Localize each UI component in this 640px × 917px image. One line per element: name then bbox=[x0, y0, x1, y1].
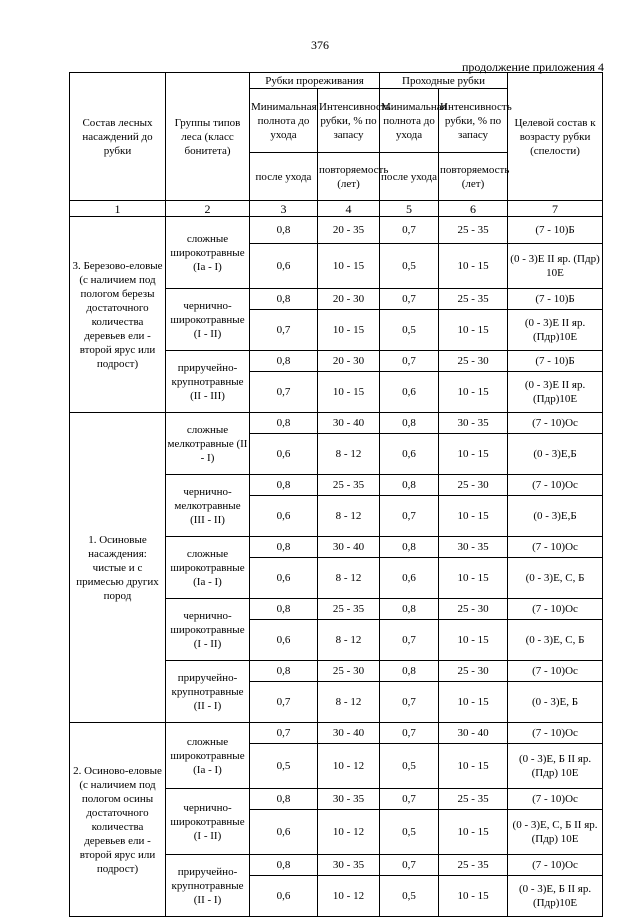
header-forest-types: Группы типов леса (класс бонитета) bbox=[166, 73, 250, 201]
value-cell-c7: (7 - 10)Ос bbox=[508, 537, 603, 558]
value-cell-c5: 0,6 bbox=[380, 434, 439, 475]
value-cell-c4: 20 - 30 bbox=[318, 289, 380, 310]
value-cell-c3: 0,8 bbox=[250, 289, 318, 310]
value-cell-c7: (7 - 10)Ос bbox=[508, 413, 603, 434]
value-cell-c4: 30 - 35 bbox=[318, 855, 380, 876]
value-cell-c3: 0,8 bbox=[250, 855, 318, 876]
value-cell-c4: 25 - 30 bbox=[318, 661, 380, 682]
column-number: 7 bbox=[508, 201, 603, 217]
forest-type-cell: сложные широкотравные (Ia - I) bbox=[166, 217, 250, 289]
value-cell-c7: (0 - 3)Е II яр.(Пдр)10Е bbox=[508, 372, 603, 413]
value-cell-c3: 0,8 bbox=[250, 217, 318, 244]
header-composition: Состав лесных насаждений до рубки bbox=[70, 73, 166, 201]
header-target: Целевой состав к возрасту рубки (спелости) bbox=[508, 73, 603, 201]
value-cell-c3: 0,7 bbox=[250, 682, 318, 723]
value-cell-c7: (0 - 3)Е II яр.(Пдр)10Е bbox=[508, 310, 603, 351]
value-cell-c3: 0,6 bbox=[250, 620, 318, 661]
value-cell-c7: (7 - 10)Ос bbox=[508, 661, 603, 682]
value-cell-c7: (0 - 3)Е II яр. (Пдр) 10Е bbox=[508, 244, 603, 289]
table-row bbox=[70, 723, 603, 744]
value-cell-c3: 0,8 bbox=[250, 351, 318, 372]
header-intensity-pass: Интенсивность рубки, % по запасу bbox=[439, 89, 508, 153]
forest-type-cell: чернично-широкотравные (I - II) bbox=[166, 789, 250, 855]
forest-type-cell: чернично-широкотравные (I - II) bbox=[166, 599, 250, 661]
value-cell-c6: 10 - 15 bbox=[439, 682, 508, 723]
value-cell-c4: 8 - 12 bbox=[318, 558, 380, 599]
value-cell-c4: 30 - 40 bbox=[318, 723, 380, 744]
forest-type-cell: сложные широкотравные (Ia - I) bbox=[166, 723, 250, 789]
value-cell-c7: (7 - 10)Ос bbox=[508, 723, 603, 744]
header-repeat-pass: повторяемость (лет) bbox=[439, 153, 508, 201]
value-cell-c6: 10 - 15 bbox=[439, 620, 508, 661]
value-cell-c3: 0,6 bbox=[250, 434, 318, 475]
value-cell-c4: 30 - 40 bbox=[318, 537, 380, 558]
value-cell-c3: 0,8 bbox=[250, 537, 318, 558]
value-cell-c3: 0,7 bbox=[250, 310, 318, 351]
value-cell-c4: 10 - 15 bbox=[318, 310, 380, 351]
value-cell-c4: 8 - 12 bbox=[318, 496, 380, 537]
value-cell-c5: 0,5 bbox=[380, 744, 439, 789]
value-cell-c3: 0,8 bbox=[250, 475, 318, 496]
header-intensity-thin: Интенсивность рубки, % по запасу bbox=[318, 89, 380, 153]
value-cell-c4: 20 - 35 bbox=[318, 217, 380, 244]
value-cell-c6: 10 - 15 bbox=[439, 434, 508, 475]
value-cell-c7: (0 - 3)Е, Б bbox=[508, 682, 603, 723]
value-cell-c7: (0 - 3)Е,Б bbox=[508, 434, 603, 475]
value-cell-c4: 25 - 35 bbox=[318, 475, 380, 496]
value-cell-c3: 0,5 bbox=[250, 744, 318, 789]
value-cell-c4: 10 - 12 bbox=[318, 876, 380, 917]
value-cell-c4: 8 - 12 bbox=[318, 434, 380, 475]
value-cell-c5: 0,8 bbox=[380, 475, 439, 496]
value-cell-c7: (7 - 10)Б bbox=[508, 351, 603, 372]
value-cell-c4: 20 - 30 bbox=[318, 351, 380, 372]
forest-type-cell: чернично-мелкотравные (III - II) bbox=[166, 475, 250, 537]
forest-type-cell: приручейно-крупнотравные (II - I) bbox=[166, 661, 250, 723]
value-cell-c6: 10 - 15 bbox=[439, 744, 508, 789]
value-cell-c5: 0,7 bbox=[380, 682, 439, 723]
value-cell-c3: 0,7 bbox=[250, 372, 318, 413]
forest-type-cell: сложные широкотравные (Ia - I) bbox=[166, 537, 250, 599]
value-cell-c5: 0,8 bbox=[380, 537, 439, 558]
header-min-density-thin: Минимальная полнота до ухода bbox=[250, 89, 318, 153]
column-number: 2 bbox=[166, 201, 250, 217]
header-repeat-thin: повторяемость (лет) bbox=[318, 153, 380, 201]
value-cell-c6: 30 - 35 bbox=[439, 537, 508, 558]
table-row bbox=[70, 217, 603, 244]
value-cell-c4: 30 - 35 bbox=[318, 789, 380, 810]
value-cell-c3: 0,8 bbox=[250, 661, 318, 682]
value-cell-c6: 25 - 35 bbox=[439, 855, 508, 876]
value-cell-c7: (7 - 10)Б bbox=[508, 217, 603, 244]
value-cell-c6: 10 - 15 bbox=[439, 496, 508, 537]
value-cell-c6: 25 - 30 bbox=[439, 475, 508, 496]
header-after-care-thin: после ухода bbox=[250, 153, 318, 201]
value-cell-c6: 10 - 15 bbox=[439, 372, 508, 413]
header-min-density-pass: Минимальная полнота до ухода bbox=[380, 89, 439, 153]
value-cell-c3: 0,6 bbox=[250, 244, 318, 289]
column-number: 5 bbox=[380, 201, 439, 217]
value-cell-c4: 10 - 15 bbox=[318, 244, 380, 289]
header-thinning: Рубки прореживания bbox=[250, 73, 380, 89]
column-number: 3 bbox=[250, 201, 318, 217]
value-cell-c5: 0,5 bbox=[380, 310, 439, 351]
value-cell-c6: 10 - 15 bbox=[439, 558, 508, 599]
value-cell-c6: 30 - 40 bbox=[439, 723, 508, 744]
forest-type-cell: приручейно-крупнотравные (II - I) bbox=[166, 855, 250, 917]
value-cell-c5: 0,6 bbox=[380, 372, 439, 413]
forest-type-cell: чернично-широкотравные (I - II) bbox=[166, 289, 250, 351]
value-cell-c7: (7 - 10)Ос bbox=[508, 789, 603, 810]
forest-type-cell: приручейно-крупнотравные (II - III) bbox=[166, 351, 250, 413]
value-cell-c3: 0,6 bbox=[250, 876, 318, 917]
value-cell-c7: (7 - 10)Ос bbox=[508, 475, 603, 496]
value-cell-c6: 25 - 35 bbox=[439, 217, 508, 244]
value-cell-c4: 8 - 12 bbox=[318, 682, 380, 723]
value-cell-c5: 0,7 bbox=[380, 620, 439, 661]
value-cell-c5: 0,7 bbox=[380, 723, 439, 744]
value-cell-c5: 0,8 bbox=[380, 661, 439, 682]
value-cell-c5: 0,5 bbox=[380, 244, 439, 289]
value-cell-c3: 0,6 bbox=[250, 558, 318, 599]
value-cell-c4: 10 - 15 bbox=[318, 372, 380, 413]
value-cell-c5: 0,7 bbox=[380, 789, 439, 810]
value-cell-c6: 25 - 35 bbox=[439, 289, 508, 310]
value-cell-c5: 0,7 bbox=[380, 351, 439, 372]
value-cell-c5: 0,7 bbox=[380, 217, 439, 244]
forestry-table bbox=[69, 72, 603, 917]
value-cell-c5: 0,7 bbox=[380, 289, 439, 310]
composition-cell: 2. Осиново-еловые (с наличием под пологом осины достаточного количества деревьев ели - второй ярус или подрост) bbox=[70, 723, 166, 917]
value-cell-c3: 0,7 bbox=[250, 723, 318, 744]
value-cell-c4: 30 - 40 bbox=[318, 413, 380, 434]
value-cell-c3: 0,6 bbox=[250, 496, 318, 537]
value-cell-c6: 10 - 15 bbox=[439, 810, 508, 855]
value-cell-c7: (0 - 3)Е, С, Б bbox=[508, 558, 603, 599]
column-number: 6 bbox=[439, 201, 508, 217]
value-cell-c4: 8 - 12 bbox=[318, 620, 380, 661]
value-cell-c6: 25 - 30 bbox=[439, 661, 508, 682]
header-passage: Проходные рубки bbox=[380, 73, 508, 89]
composition-cell: 1. Осиновые насаждения: чистые и с примесью других пород bbox=[70, 413, 166, 723]
value-cell-c4: 25 - 35 bbox=[318, 599, 380, 620]
value-cell-c6: 10 - 15 bbox=[439, 310, 508, 351]
value-cell-c4: 10 - 12 bbox=[318, 810, 380, 855]
value-cell-c3: 0,8 bbox=[250, 789, 318, 810]
table-row bbox=[70, 413, 603, 434]
value-cell-c7: (0 - 3)Е, Б II яр. (Пдр) 10Е bbox=[508, 744, 603, 789]
value-cell-c5: 0,7 bbox=[380, 496, 439, 537]
value-cell-c5: 0,6 bbox=[380, 558, 439, 599]
value-cell-c7: (7 - 10)Б bbox=[508, 289, 603, 310]
value-cell-c7: (0 - 3)Е, С, Б bbox=[508, 620, 603, 661]
value-cell-c3: 0,8 bbox=[250, 413, 318, 434]
value-cell-c5: 0,8 bbox=[380, 413, 439, 434]
value-cell-c6: 30 - 35 bbox=[439, 413, 508, 434]
value-cell-c6: 10 - 15 bbox=[439, 244, 508, 289]
value-cell-c5: 0,5 bbox=[380, 876, 439, 917]
value-cell-c3: 0,6 bbox=[250, 810, 318, 855]
value-cell-c7: (0 - 3)Е, Б II яр.(Пдр)10Е bbox=[508, 876, 603, 917]
forest-type-cell: сложные мелкотравные (II - I) bbox=[166, 413, 250, 475]
value-cell-c6: 25 - 30 bbox=[439, 599, 508, 620]
value-cell-c4: 10 - 12 bbox=[318, 744, 380, 789]
column-number: 1 bbox=[70, 201, 166, 217]
value-cell-c3: 0,8 bbox=[250, 599, 318, 620]
header-after-care-pass: после ухода bbox=[380, 153, 439, 201]
value-cell-c7: (0 - 3)Е,Б bbox=[508, 496, 603, 537]
value-cell-c6: 25 - 35 bbox=[439, 789, 508, 810]
value-cell-c5: 0,7 bbox=[380, 855, 439, 876]
page-number: 376 bbox=[311, 38, 329, 52]
continuation-note: продолжение приложения 4 bbox=[462, 60, 604, 74]
value-cell-c6: 10 - 15 bbox=[439, 876, 508, 917]
table-header bbox=[70, 73, 603, 217]
column-number: 4 bbox=[318, 201, 380, 217]
value-cell-c5: 0,5 bbox=[380, 810, 439, 855]
composition-cell: 3. Березово-еловые (с наличием под пологом березы достаточного количества деревьев ели - второй ярус или подрост) bbox=[70, 217, 166, 413]
value-cell-c6: 25 - 30 bbox=[439, 351, 508, 372]
table-body bbox=[70, 217, 603, 917]
value-cell-c7: (7 - 10)Ос bbox=[508, 599, 603, 620]
value-cell-c7: (0 - 3)Е, С, Б II яр. (Пдр) 10Е bbox=[508, 810, 603, 855]
value-cell-c5: 0,8 bbox=[380, 599, 439, 620]
value-cell-c7: (7 - 10)Ос bbox=[508, 855, 603, 876]
